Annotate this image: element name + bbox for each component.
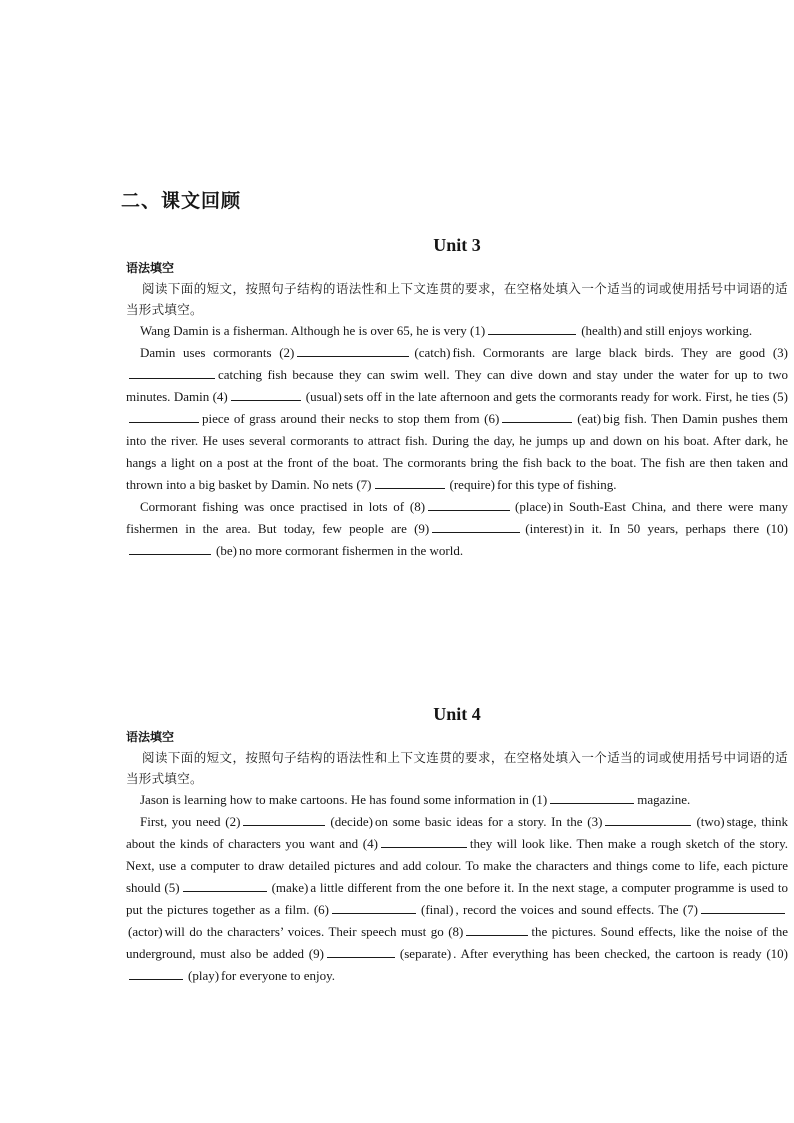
passage-text: magazine.	[637, 792, 691, 807]
answer-blank[interactable]	[231, 387, 301, 401]
passage-text: and still enjoys working.	[623, 323, 753, 338]
passage-paragraph	[126, 496, 788, 562]
passage-paragraph	[126, 789, 788, 811]
instruction-text: 阅读下面的短文，按照句子结构的语法性和上下文连贯的要求，在空格处填入一个适当的词或使用括号中词语的适当形式填空。	[126, 281, 788, 317]
word-hint: (final)	[420, 902, 454, 917]
answer-blank[interactable]	[488, 321, 576, 335]
instruction-text: 阅读下面的短文，按照句子结构的语法性和上下文连贯的要求，在空格处填入一个适当的词或使用括号中词语的适当形式填空。	[126, 750, 788, 786]
passage-paragraph	[126, 320, 788, 342]
passage-text: stage, think about the kinds of characters you want and (4)	[126, 814, 788, 851]
unit-title: Unit 4	[433, 704, 481, 724]
passage-paragraph	[126, 811, 788, 987]
answer-blank[interactable]	[605, 812, 691, 826]
passage-text: a little different from the one before it. In the next stage, a computer programme is used to put the pictures together as a film. (6)	[126, 880, 788, 917]
passage-text: the pictures. Sound effects, like the noise of the underground, must also be added (9)	[126, 924, 788, 961]
answer-blank[interactable]	[432, 519, 520, 533]
passage-text: in it. In 50 years, perhaps there (10)	[574, 521, 788, 536]
passage-text: Jason is learning how to make cartoons. He has found some information in (1)	[140, 792, 548, 807]
unit-title: Unit 3	[433, 235, 481, 255]
answer-blank[interactable]	[332, 900, 416, 914]
passage	[126, 320, 788, 562]
answer-blank[interactable]	[129, 409, 199, 423]
word-hint: (catch)	[414, 345, 451, 360]
passage-text: no more cormorant fishermen in the world.	[238, 543, 464, 558]
passage-text: sets off in the late afternoon and gets the cormorants ready for work. First, he ties (5)	[343, 389, 788, 404]
word-hint: (eat)	[577, 411, 602, 426]
word-hint: (health)	[581, 323, 622, 338]
answer-blank[interactable]	[129, 966, 183, 980]
answer-blank[interactable]	[327, 944, 395, 958]
passage-text: piece of grass around their necks to stop them from (6)	[202, 411, 500, 426]
passage-paragraph	[126, 342, 788, 496]
word-hint: (usual)	[305, 389, 342, 404]
passage-text: Cormorant fishing was once practised in lots of (8)	[140, 499, 426, 514]
passage-text: big fish. Then Damin pushes them into the river. He uses several cormorants to attract fish. During the day, he jumps up and down on his boat. After dark, he hangs a light on a post at the front of the boat. The cormorants bring the fish back to the boat. The fish are then taken and thrown into a big basket by Damin. No nets (7)	[126, 411, 788, 492]
word-hint: (make)	[271, 880, 309, 895]
answer-blank[interactable]	[183, 878, 267, 892]
passage-text: catching fish because they can swim well. They can dive down and stay under the water for up to two minutes. Damin (4)	[126, 367, 788, 404]
task-label: 语法填空	[126, 261, 175, 275]
section-heading: 二、课文回顾	[121, 190, 242, 212]
word-hint: (actor)	[128, 924, 163, 939]
passage-text: they will look like. Then make a rough sketch of the story. Next, use a computer to draw detailed pictures and add colour. To make the characters and things come to life, each picture should (5)	[126, 836, 788, 895]
unit-4-block	[126, 701, 788, 987]
word-hint: (be)	[216, 543, 237, 558]
answer-blank[interactable]	[297, 343, 409, 357]
word-hint: (require)	[449, 477, 495, 492]
answer-blank[interactable]	[375, 475, 445, 489]
answer-blank[interactable]	[428, 497, 510, 511]
answer-blank[interactable]	[466, 922, 528, 936]
word-hint: (decide)	[330, 814, 374, 829]
word-hint: (play)	[188, 968, 220, 983]
unit-3-block	[126, 232, 788, 562]
passage-text: . After everything has been checked, the cartoon is ready (10)	[453, 946, 788, 961]
passage-text: Wang Damin is a fisherman. Although he is over 65, he is very (1)	[140, 323, 486, 338]
task-label: 语法填空	[126, 730, 175, 744]
passage-text: First, you need (2)	[140, 814, 241, 829]
word-hint: (interest)	[525, 521, 573, 536]
passage-text: will do the characters’ voices. Their speech must go (8)	[164, 924, 464, 939]
passage-text: on some basic ideas for a story. In the (3)	[375, 814, 603, 829]
word-hint: (place)	[515, 499, 552, 514]
passage-text: in South-East China, and there were many fishermen in the area. But today, few people are (9)	[126, 499, 789, 536]
passage-text: Damin uses cormorants (2)	[140, 345, 295, 360]
passage-text: fish. Cormorants are large black birds. They are good (3)	[452, 345, 788, 360]
passage-text: , record the voices and sound effects. The (7)	[455, 902, 698, 917]
answer-blank[interactable]	[129, 365, 215, 379]
word-hint: (separate)	[399, 946, 452, 961]
answer-blank[interactable]	[550, 790, 634, 804]
answer-blank[interactable]	[701, 900, 785, 914]
passage-text: for everyone to enjoy.	[221, 968, 335, 983]
answer-blank[interactable]	[243, 812, 325, 826]
word-hint: (two)	[696, 814, 725, 829]
answer-blank[interactable]	[502, 409, 572, 423]
answer-blank[interactable]	[129, 541, 211, 555]
passage-text: for this type of fishing.	[496, 477, 617, 492]
passage	[126, 789, 788, 987]
answer-blank[interactable]	[381, 834, 467, 848]
